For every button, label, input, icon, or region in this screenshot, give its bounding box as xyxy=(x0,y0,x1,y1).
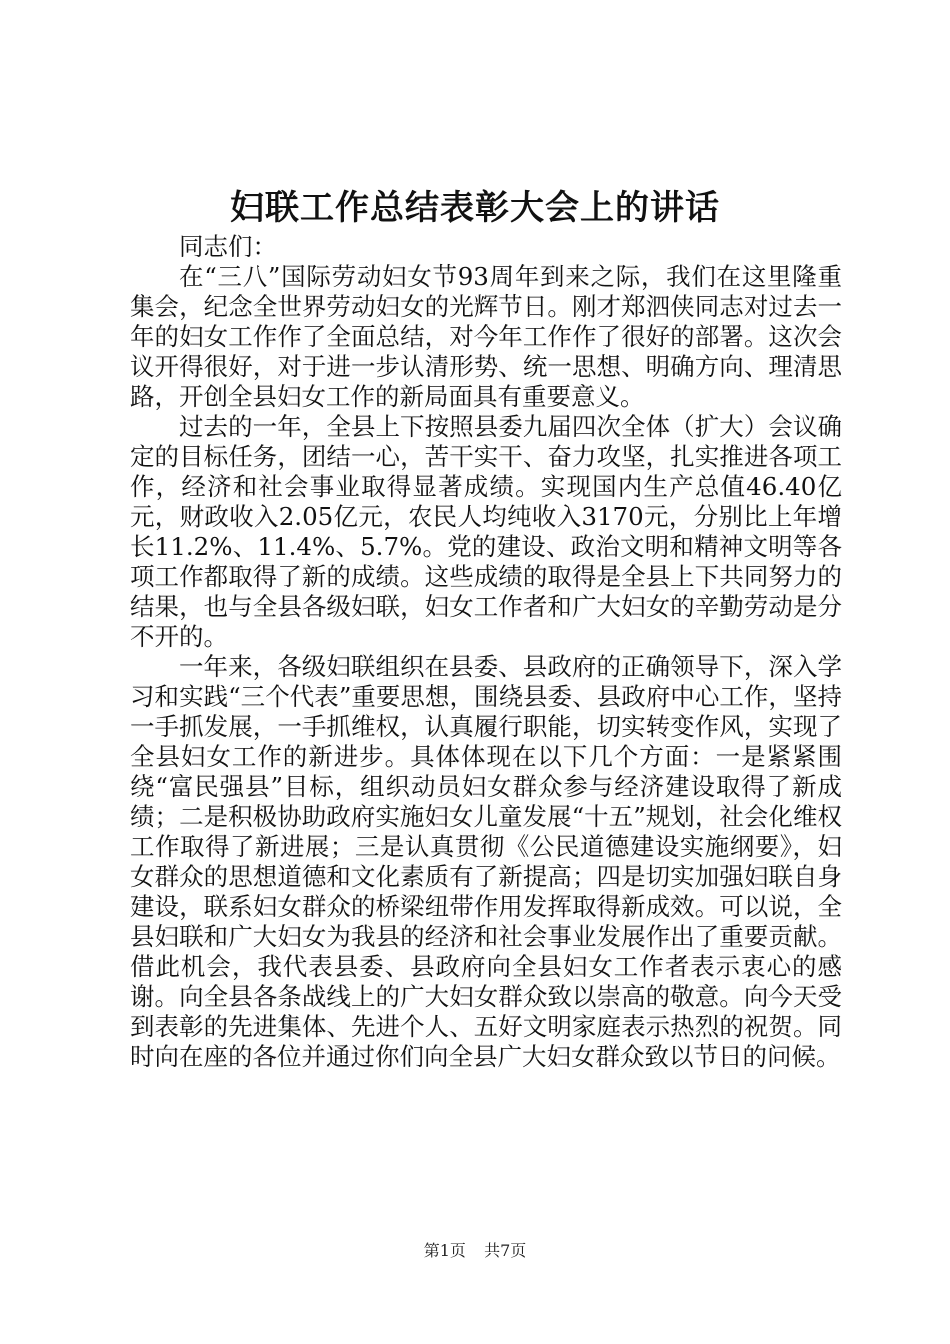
page-number: 第1页 xyxy=(423,1241,466,1260)
paragraph-1: 在“三八”国际劳动妇女节93周年到来之际，我们在这里隆重集会，纪念全世界劳动妇女的光辉节日。刚才郑泗侠同志对过去一年的妇女工作作了全面总结，对今年工作作了很好的部署。这次会议开得很好，对于进一步认清形势、统一思想、明确方向、理清思路，开创全县妇女工作的新局面具有重要意义。 xyxy=(130,262,842,411)
page-total: 共7页 xyxy=(484,1241,527,1260)
paragraph-2: 过去的一年，全县上下按照县委九届四次全体（扩大）会议确定的目标任务，团结一心，苦干实干、奋力攻坚，扎实推进各项工作，经济和社会事业取得显著成绩。实现国内生产总值46.40亿元，财政收入2.05亿元，农民人均纯收入3170元，分别比上年增长11.2%、11.4%、5.7%。党的建设、政治文明和精神文明等各项工作都取得了新的成绩。这些成绩的取得是全县上下共同努力的结果，也与全县各级妇联，妇女工作者和广大妇女的辛勤劳动是分不开的。 xyxy=(130,412,842,651)
page-footer xyxy=(0,1240,950,1262)
paragraph-3: 一年来，各级妇联组织在县委、县政府的正确领导下，深入学习和实践“三个代表”重要思想，围绕县委、县政府中心工作，坚持一手抓发展，一手抓维权，认真履行职能，切实转变作风，实现了全县妇女工作的新进步。具体体现在以下几个方面：一是紧紧围绕“富民强县”目标，组织动员妇女群众参与经济建设取得了新成绩；二是积极协助政府实施妇女儿童发展“十五”规划，社会化维权工作取得了新进展；三是认真贯彻《公民道德建设实施纲要》，妇女群众的思想道德和文化素质有了新提高；四是切实加强妇联自身建设，联系妇女群众的桥梁纽带作用发挥取得新成效。可以说，全县妇联和广大妇女为我县的经济和社会事业发展作出了重要贡献。借此机会，我代表县委、县政府向全县妇女工作者表示衷心的感谢。向全县各条战线上的广大妇女群众致以崇高的敬意。向今天受到表彰的先进集体、先进个人、五好文明家庭表示热烈的祝贺。同时向在座的各位并通过你们向全县广大妇女群众致以节日的问候。 xyxy=(130,652,842,1071)
document-body xyxy=(130,232,842,1072)
document-title: 妇联工作总结表彰大会上的讲话 xyxy=(230,188,720,228)
salutation: 同志们： xyxy=(179,232,277,261)
